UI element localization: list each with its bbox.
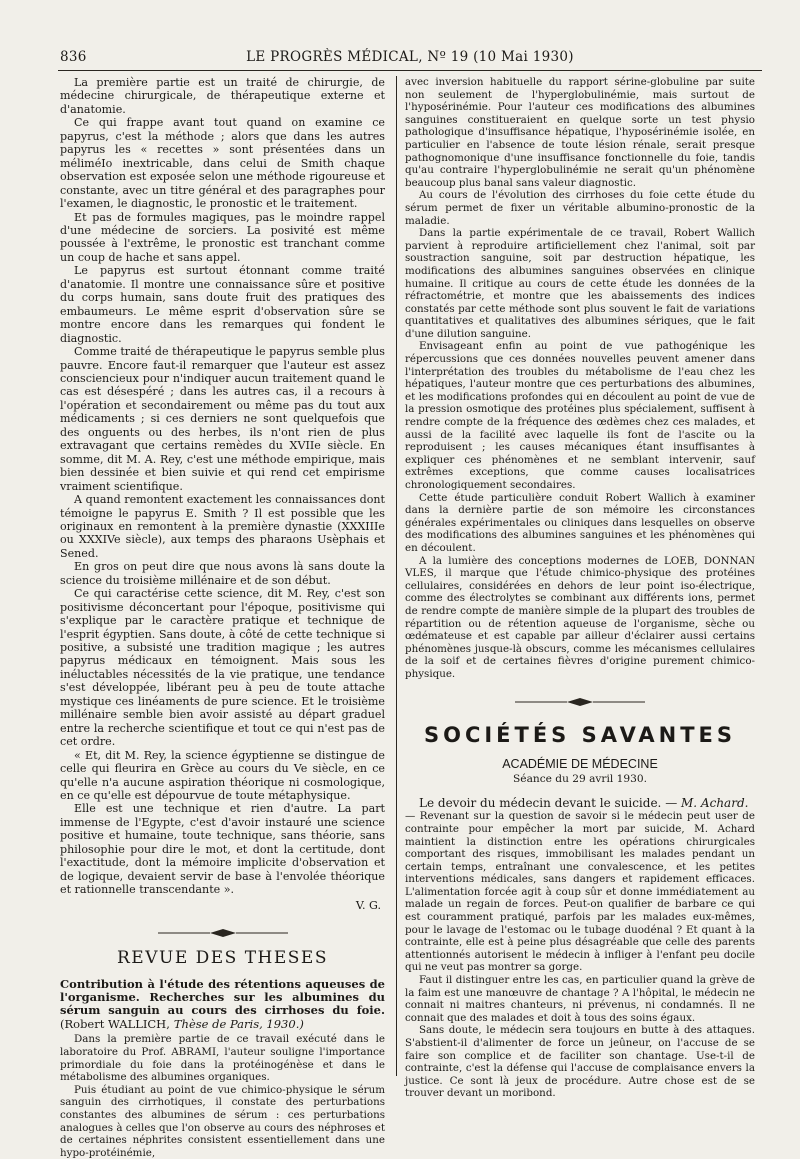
page-number: 836 — [60, 49, 87, 65]
paragraph: Le papyrus est surtout étonnant comme traité d'anatomie. Il montre une connaissance sûre et positive du corps humain, sans doute fruit des pratiques des embaumeurs. Le même esprit d'observation sûre se montre encore dans les remarques qui fondent le diagnostic. — [60, 264, 385, 345]
journal-title: LE PROGRÈS MÉDICAL, Nº 19 (10 Mai 1930) — [246, 49, 574, 65]
lead-title: Le devoir du médecin devant le suicide. — [419, 795, 662, 810]
column-divider — [396, 76, 397, 1076]
paragraph: A la lumière des conceptions modernes de LOEB, DONNAN VLES, il marque que l'étude chimico-physique des protéines cellulaires, considérées en dehors de leur point iso-électrique, comme des électrolytes se combinant aux différents ions, permet de rendre compte de manière simple de la plupart des troubles de répartition ou de rétention aqueuse de l'organisme, sèche ou œdémateuse et est capable par ailleur d'éclairer aussi certains phénomènes jusque-là obscurs, comme les mécanismes cellulaires de la soif et de certaines fièvres d'origine purement chimico-physique. — [405, 554, 755, 680]
thesis-paragraph: Dans la première partie de ce travail exécuté dans le laboratoire du Prof. ABRAMI, l'auteur souligne l'importance primordiale du foie dans la protéinogénèse et dans le métabolisme des albumines organiques. — [60, 1033, 385, 1084]
signature: V. G. — [355, 898, 381, 912]
header-rule — [58, 70, 762, 71]
right-column — [405, 76, 755, 1100]
article-title-text: Contribution à l'étude des rétentions aqueuses de l'organisme. Recherches sur les albumines du sérum sanguin au cours des cirrhoses du foie. — [60, 976, 385, 1018]
paragraph: A quand remontent exactement les connaissances dont témoigne le papyrus E. Smith ? Il est possible que les originaux en remontent à la première dynastie (XXXIIIe ou XXXIVe siècle), aux temps des pharaons Usèphais et Sened. — [60, 493, 385, 560]
paragraph: Et pas de formules magiques, pas le moindre rappel d'une médecine de sorciers. La posivité est même poussée à l'extrême, le pronostic est tranchant comme un coup de hache et sans appel. — [60, 210, 385, 264]
paragraph: La première partie est un traité de chirurgie, de médecine chirurgicale, de thérapeutique externe et d'anatomie. — [60, 76, 385, 116]
paragraph: Ce qui caractérise cette science, dit M. Rey, c'est son positivisme déconcertant pour l'époque, positivisme qui s'explique par le caractère pratique et technique de l'esprit égyptien. Sans doute, à côté de cette technique si positive, a subsisté une tradition magique ; les autres papyrus médicaux en témoignent. Mais sous les inéluctables nécessités de la vie pratique, une tendance s'est développée, libérant peu à peu de toute attache mystique ces linéaments de pure science. Et le troisième millénaire semble bien avoir assisté au départ graduel entre la recherche scientifique et tout ce qui n'est pas de cet ordre. — [60, 587, 385, 749]
seance-date: Séance du 29 avril 1930. — [513, 773, 647, 786]
page-header — [60, 49, 760, 69]
paragraph: Faut il distinguer entre les cas, en particulier quand la grève de la faim est une manœuvre de chantage ? A l'hôpital, le médecin ne connait ni maitres chanteurs, ni prévenus, ni condamnés. Il ne connait que des malades et doit à tous des soins égaux. — [405, 974, 755, 1024]
paragraph: avec inversion habituelle du rapport sérine-globuline par suite non seulement de l'hyperglobulinémie, mais surtout de l'hyposérinémie. Pour l'auteur ces modifications des albumines sanguines constitueraient en quelque sorte un test physio pathologique d'insuffisance hépatique, l'hyposérinémie isolée, en particulier en l'absence de toute lésion rénale, serait presque pathognomonique d'une insuffisance fonctionnelle du foie, tandis qu'au contraire l'hyperglobulinémie ne serait qu'un phénomène beaucoup plus banal sans valeur diagnostic. — [405, 76, 755, 189]
ornament-divider — [158, 928, 288, 938]
left-column — [60, 76, 385, 1159]
paragraph: Comme traité de thérapeutique le papyrus semble plus pauvre. Encore faut-il remarquer que l'auteur est assez consciencieux pour n'indiquer aucun traitement quand le cas est désespéré ; dans les autres cas, il a recours à l'opération et secondairement ou même pas du tout aux médicaments ; si ces derniers ne sont quelquefois que des onguents ou des herbes, ils n'ont rien de plus extravagant que certains remèdes du XVIIe siècle. En somme, dit M. A. Rey, c'est une méthode empirique, mais bien dessinée et bien suivie et qui rend cet empirisme vraiment scientifique. — [60, 345, 385, 493]
ornament-divider — [515, 697, 645, 707]
lead-author: — M. Achard. — [665, 795, 749, 810]
revue-title: REVUE DES THESES — [117, 948, 328, 969]
article-source: Thèse de Paris, 1930.) — [173, 1016, 304, 1031]
paragraph: Au cours de l'évolution des cirrhoses du foie cette étude du sérum permet de fixer un véritable albumino-pronostic de la maladie. — [405, 189, 755, 227]
academie-heading: ACADÉMIE DE MÉDECINE — [502, 756, 658, 771]
paragraph: Ce qui frappe avant tout quand on examine ce papyrus, c'est la méthode ; alors que dans les autres papyrus les « recettes » sont présentées dans un méliméIo inextricable, dans celui de Smith chaque observation est exposée selon une méthode rigoureuse et constante, avec un titre général et des paragraphes pour l'examen, le diagnostic, le pronostic et le traitement. — [60, 116, 385, 211]
paragraph: « Et, dit M. Rey, la science égyptienne se distingue de celle qui fleurira en Grèce au cours du Ve siècle, en ce qu'elle n'a aucune aspiration théorique ni cosmologique, en ce qu'elle est dépourvue de toute métaphysique. — [60, 748, 385, 803]
paragraph: — Revenant sur la question de savoir si le médecin peut user de contrainte pour empêcher la mort par suicide, M. Achard maintient la distinction entre les opérations chirurgicales comportant des risques, immobilisant les malades pendant un certain temps, entraînant une convalescence, et les petites interventions médicales, sans dangers et rapidement efficaces. L'alimentation forcée agit à coup sûr et donne immédiatement au malade un regain de forces. Peut-on qualifier de barbare ce qui est couramment pratiqué, parfois par les malades eux-mêmes, pour le lavage de l'estomac ou le tubage duodénal ? Et quant à la contrainte, elle est à peine plus désagréable que celle des parents attentionnés autorisent le médecin à infliger à l'enfant peu docile qui ne veut pas montrer sa gorge. — [405, 810, 755, 974]
article-title — [60, 978, 385, 1032]
paragraph: Elle est une technique et rien d'autre. La part immense de l'Egypte, c'est d'avoir instauré une science positive et humaine, toute technique, sans théorie, sans philosophie pour dire le mot, et dont la certitude, dont l'exactitude, dont la mémoire implicite d'observation et de logique, devaient servir de base à l'envolée théorique et rationnelle transcendante ». — [60, 802, 385, 897]
thesis-paragraph: Puis étudiant au point de vue chimico-physique le sérum sanguin des cirrhotiques, il constate des perturbations constantes des albumines de sérum : ces perturbations analogues à celles que l'on observe au cours des néphroses et de certaines néphrites consistent essentiellement dans une hypo-protéinémie, — [60, 1083, 385, 1159]
paragraph: Envisageant enfin au point de vue pathogénique les répercussions que ces données nouvelles peuvent amener dans l'interprétation des troubles du métabolisme de l'eau chez les hépatiques, l'auteur montre que ces perturbations des albumines, et les modifications profondes qui en découlent au point de vue de la pression osmotique des protéines plus spécialement, suffisent à rendre compte de la fréquence des œdèmes chez ces malades, et aussi de la facilité avec laquelle ils font de l'ascite ou la reproduisent ; les causes mécaniques étant insuffisantes à expliquer ces phénomènes et ne semblant intervenir, sauf extrêmes exceptions, que comme causes localisatrices chronologiquement secondaires. — [405, 340, 755, 491]
paragraph: Dans la partie expérimentale de ce travail, Robert Wallich parvient à reproduire artificiellement chez l'animal, soit par soustraction sanguine, soit par destruction hépatique, les modifications des albumines sanguines observées en clinique humaine. Il critique au cours de cette étude les données de la réfractométrie, et montre que les abaissements des indices constatés par cette méthode sont plus souvent le fait de variations quantitatives et qualitatives des albumines sériques, que le fait d'une dilution sanguine. — [405, 227, 755, 340]
lead-heading — [405, 797, 755, 810]
paragraph: Sans doute, le médecin sera toujours en butte à des attaques. S'abstient-il d'alimenter de force un jeûneur, on l'accuse de se faire son complice et de faciliter son chantage. Use-t-il de contrainte, c'est la défense qui l'accuse de complaisance envers la justice. Ce sont là jeux de procédure. Autre chose est de se trouver devant un moribond. — [405, 1024, 755, 1100]
paragraph: Cette étude particulière conduit Robert Wallich à examiner dans la dernière partie de son mémoire les circonstances générales expérimentales ou cliniques dans lesquelles on observe des modifications des albumines sanguines et les phénomènes qui en découlent. — [405, 491, 755, 554]
societes-title: SOCIÉTÉS SAVANTES — [423, 722, 737, 747]
article-author: (Robert WALLICH, — [60, 1016, 170, 1031]
paragraph: En gros on peut dire que nous avons là sans doute la science du troisième millénaire et de son début. — [60, 560, 385, 587]
